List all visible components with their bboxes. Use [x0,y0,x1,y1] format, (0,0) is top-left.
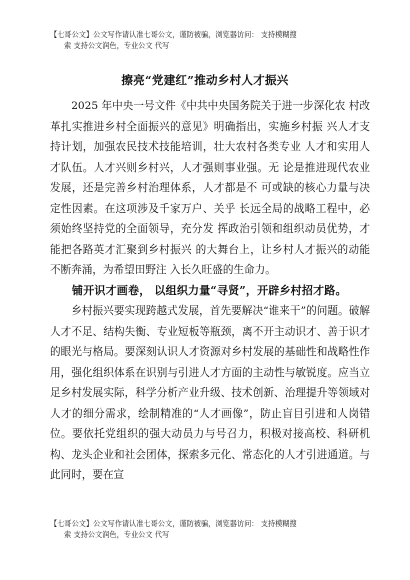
header-line-2: 索 支持公文润色，专业公文 代写 [64,41,170,50]
page-header-banner [50,29,380,51]
footer-line-1: 【七哥公文】公文写作请认准七哥公文，谨防被骗，浏览器访问： 支持模糊搜 [50,519,297,528]
footer-line-2: 索 支持公文润色，专业公文 代写 [64,530,170,539]
header-line-1: 【七哥公文】公文写作请认准七哥公文，谨防被骗，浏览器访问： 支持模糊搜 [50,30,297,39]
intro-paragraph: 2025 年中央一号文件《中共中央国务院关于进一步深化农 村改革扎实推进乡村全面振兴的意见》明确指出，实施乡村振 兴人才支持计划，加强农民技术技能培训，壮大农村各类专业 人才和实用人才队伍。人才兴则乡村兴，人才强则事业强。无 论是推进现代农业发展，还是完善乡村治理体系，人才都是不 可或缺的核心力量与决定性因素。在这项涉及千家万户、关乎 长远全局的战略工程中，必须始终坚持党的全面领导，充分发 挥政治引领和组织动员优势，才能把各路英才汇聚到乡村振兴 的大舞台上，让乡村人才振兴的动能不断奔涌，为希望田野注 入长久旺盛的生命力。 [50,100,370,276]
section-paragraph: 乡村振兴要实现跨越式发展，首先要解决“谁来干”的问题。破解人才不足、结构失衡、专业短板等瓶颈，离不开主动识才、善于识才的眼光与格局。要深刻认识人才资源对乡村发展的基础性和战略性作用，强化组织体系在识别与引进人才方面的主动性与敏锐度。应当立足乡村发展实际，科学分析产业升级、技术创新、治理提升等领域对人才的细分需求，绘制精准的“人才画像”，防止盲目引进和人岗错位。要依托党组织的强大动员力与号召力，积极对接高校、科研机构、龙头企业和社会团体，探索多元化、常态化的人才引进通道。与此同时，要在宣 [50,305,370,481]
section-heading: 铺开识才画卷， 以组织力量“寻贤”，开辟乡村招才路。 [72,283,347,297]
article-body [50,96,370,486]
page-footer-banner [50,518,380,540]
article-title: 擦亮“党建红”推动乡村人才振兴 [121,73,289,87]
